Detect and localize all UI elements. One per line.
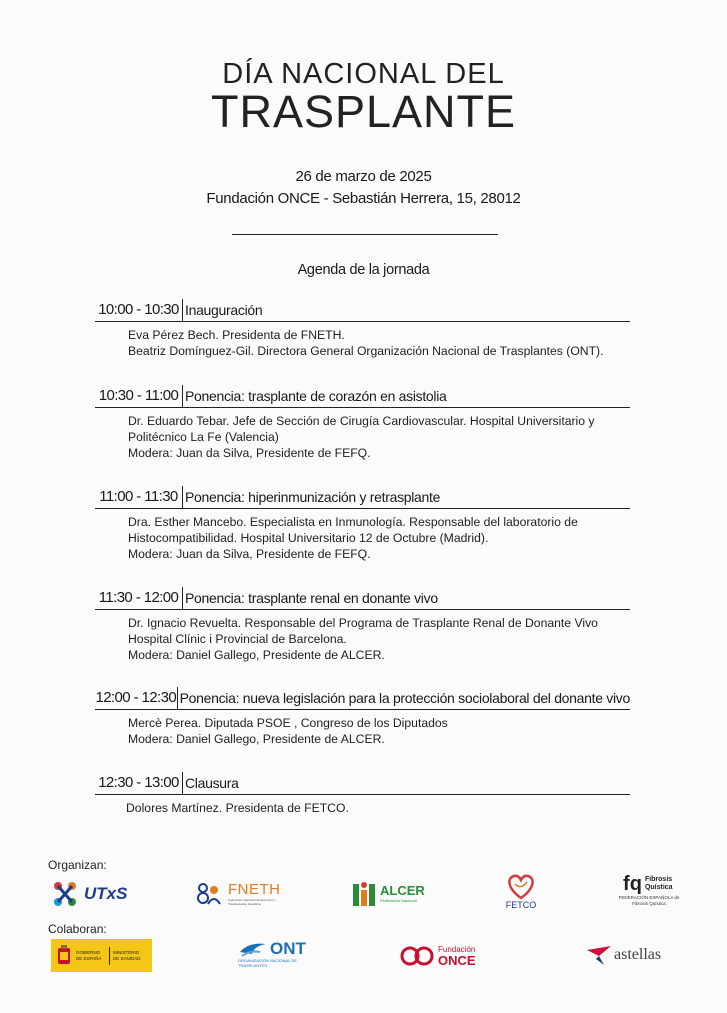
fneth-logo-mark [196,882,224,906]
session-details [95,322,630,359]
fneth-logo-subtext: Federación Nacional de Enfermos y Trasplantados Hepáticos [228,898,276,906]
alcer-logo-text: ALCER [380,883,425,898]
ont-logo [238,940,322,976]
session-separator [182,587,183,609]
astellas-logo-text: astellas [614,946,662,963]
session-details [95,509,630,562]
session-line: Mercè Perea. Diputada PSOE , Congreso de los Diputados [128,716,448,730]
session-title: Clausura [185,775,239,791]
session-header [95,486,630,509]
astellas-logo [586,942,661,968]
session-header [95,587,630,610]
coat-of-arms-icon [55,944,73,968]
session-separator [182,385,183,407]
agenda-session [95,772,630,816]
agenda-heading: Agenda de la jornada [297,262,430,278]
session-title: Ponencia: nueva legislación para la protección sociolaboral del donante vivo [179,690,630,706]
session-header [95,687,630,710]
session-line: Politécnico La Fe (Valencia) [128,430,279,444]
alcer-logo [352,878,425,910]
session-line: Modera: Daniel Gallego, Presidente de ALCER. [128,648,385,662]
fetco-logo-text: FETCO [505,900,537,910]
session-separator [182,299,183,321]
once-logo-texts [438,945,476,968]
session-separator [177,687,178,709]
session-separator [182,486,183,508]
agenda-session [95,299,630,359]
session-line: Dolores Martínez. Presidenta de FETCO. [126,801,349,815]
session-time: 10:30 - 11:00 [98,387,179,404]
fq-logo-top [623,874,675,894]
fq-logo-mark: fq [623,873,642,895]
agenda-session [95,687,630,747]
alcer-logo-texts [380,884,425,904]
fq-logo-name: Fibrosis Quística [644,876,673,891]
session-time: 11:00 - 11:30 [99,488,178,505]
session-line: Dr. Eduardo Tebar. Jefe de Sección de Cirugía Cardiovascular. Hospital Universitario y [128,414,595,428]
event-title-line2: TRASPLANTE [210,86,517,137]
utxs-logo-mark [50,878,80,910]
agenda-session [95,385,630,461]
alcer-logo-subtext: Federación Nacional [380,898,417,903]
agenda-session [95,486,630,562]
fundacion-once-logo [400,942,476,970]
session-details [95,710,630,747]
session-title: Inauguración [185,302,263,318]
session-details [95,610,630,663]
gobierno-divider [109,947,110,965]
alcer-logo-mark [352,880,376,908]
session-details [95,795,630,816]
event-venue: Fundación ONCE - Sebastián Herrera, 15, 28012 [206,190,521,207]
session-title: Ponencia: trasplante renal en donante vivo [185,590,438,606]
fneth-logo-texts [228,882,284,906]
session-time: 10:00 - 10:30 [98,301,179,318]
ont-logo-text: ONT [270,939,306,958]
collaborators-label: Colaboran: [48,922,107,936]
once-logo-text2: ONCE [438,952,476,968]
once-circles-icon [400,944,434,968]
fq-logo-subtext: FEDERACIÓN ESPAÑOLA de Fibrosis Quística [618,895,680,906]
event-date: 26 de marzo de 2025 [295,168,432,185]
session-line: Dra. Esther Mancebo. Especialista en Inmunología. Responsable del laboratorio de [128,515,578,529]
gobierno-text: GOBIERNO DE ESPAÑA [76,949,102,961]
session-line: Dr. Ignacio Revuelta. Responsable del Programa de Trasplante Renal de Donante Vivo [128,616,598,630]
session-line: Modera: Juan da Silva, Presidente de FEFQ. [128,446,371,460]
session-line: Modera: Juan da Silva, Presidente de FEFQ. [128,547,371,561]
ont-wing-icon [238,940,268,958]
heart-icon [505,872,537,900]
title-divider [232,234,498,235]
fneth-logo-text: FNETH [228,881,281,898]
fq-logo [618,874,680,907]
organizers-label: Organizan: [48,858,107,872]
utxs-logo-text: UTxS [84,884,128,903]
session-title: Ponencia: trasplante de corazón en asistolia [185,388,447,404]
session-line: Histocompatibilidad. Hospital Universitario 12 de Octubre (Madrid). [128,531,489,545]
agenda-session [95,587,630,663]
session-details [95,408,630,461]
ont-logo-subtext: ORGANIZACIÓN NACIONAL DE TRASPLANTES [238,958,297,968]
session-header [95,772,630,795]
session-line: Eva Pérez Bech. Presidenta de FNETH. [128,328,345,342]
gobierno-logo [51,939,152,972]
session-line: Hospital Clínic i Provincial de Barcelona. [128,632,347,646]
fetco-logo [498,872,544,914]
fneth-logo [196,880,284,908]
session-line: Beatriz Domínguez-Gil. Directora General Organización Nacional de Trasplantes (ONT). [128,344,604,358]
session-separator [182,772,183,794]
event-title-line1: DÍA NACIONAL DEL [222,58,505,90]
ministerio-text: MINISTERIO DE SANIDAD [113,949,141,961]
once-logo-text1: Fundación [438,944,476,954]
ont-logo-top [238,940,306,958]
session-time: 11:30 - 12:00 [98,589,179,606]
session-title: Ponencia: hiperinmunización y retrasplante [185,489,441,505]
session-time: 12:00 - 12:30 [95,689,177,706]
astellas-star-icon [586,944,612,966]
session-header [95,299,630,322]
session-header [95,385,630,408]
session-time: 12:30 - 13:00 [98,774,179,791]
session-line: Modera: Daniel Gallego, Presidente de ALCER. [128,732,385,746]
utxs-logo [50,876,127,912]
